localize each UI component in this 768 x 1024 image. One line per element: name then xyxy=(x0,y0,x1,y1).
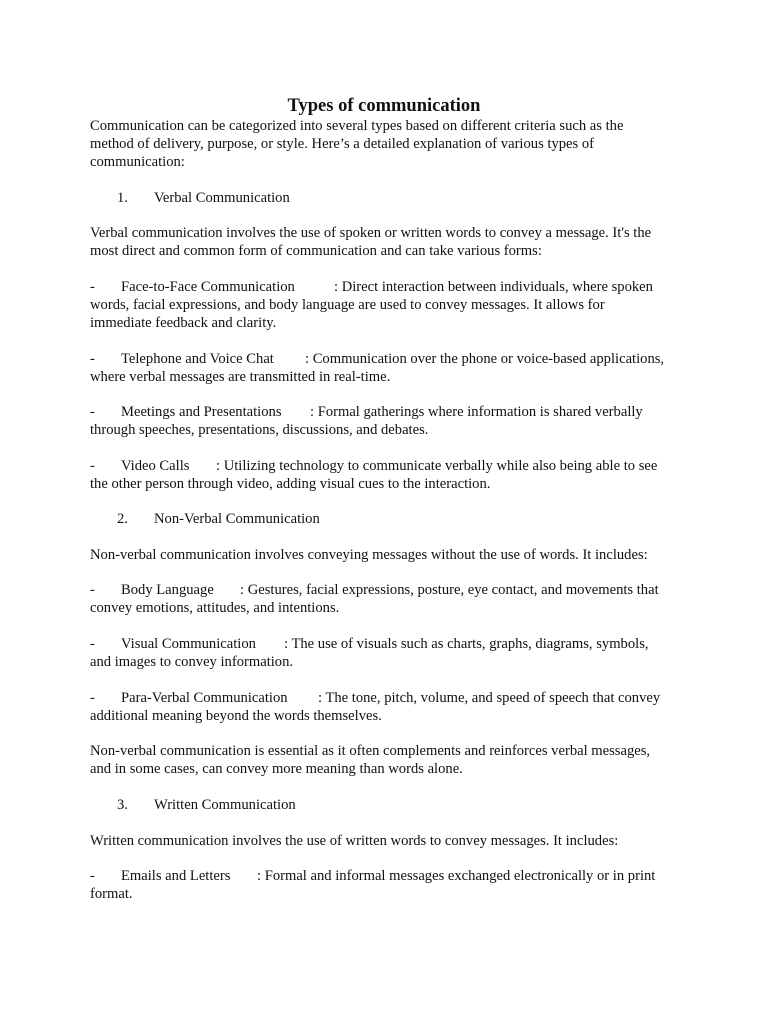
intro-line: method of delivery, purpose, or style. Here’s a detailed explanation of various types of xyxy=(90,136,595,152)
item-term: Face-to-Face Communication xyxy=(121,279,295,295)
item-term: Para-Verbal Communication xyxy=(121,690,288,706)
item-line: format. xyxy=(90,886,133,902)
description-line: Non-verbal communication involves conveying messages without the use of words. It includes: xyxy=(90,547,648,563)
bullet-dash: - xyxy=(90,868,95,884)
document-title: Types of communication xyxy=(287,96,481,116)
bullet-dash: - xyxy=(90,351,95,367)
closing-line: Non-verbal communication is essential as it often complements and reinforces verbal messages, xyxy=(90,743,651,759)
bullet-dash: - xyxy=(90,636,95,652)
description-line: Verbal communication involves the use of spoken or written words to convey a message. It's the xyxy=(90,225,652,241)
bullet-dash: - xyxy=(90,279,95,295)
section-heading-written: Written Communication xyxy=(154,797,296,813)
item-continuation xyxy=(90,475,490,493)
item-line: through speeches, presentations, discussions, and debates. xyxy=(90,422,429,438)
item-line: convey emotions, attitudes, and intentions. xyxy=(90,600,340,616)
section-number: 1. xyxy=(117,190,128,206)
section-description xyxy=(90,832,618,850)
item-line: and images to convey information. xyxy=(90,654,294,670)
description-line: most direct and common form of communication and can take various forms: xyxy=(90,243,542,259)
item-text: : Utilizing technology to communicate verbally while also being able to see xyxy=(216,458,658,474)
item-text: : Communication over the phone or voice-based applications, xyxy=(305,351,665,367)
intro-line: communication: xyxy=(90,154,185,170)
item-line: additional meaning beyond the words themselves. xyxy=(90,708,382,724)
description-line: Written communication involves the use of written words to convey messages. It includes: xyxy=(90,833,619,849)
item-continuation xyxy=(90,368,390,386)
item-text: : Gestures, facial expressions, posture, eye contact, and movements that xyxy=(240,582,659,598)
item-continuation xyxy=(90,599,339,617)
bullet-dash: - xyxy=(90,458,95,474)
section-heading-nonverbal: Non-Verbal Communication xyxy=(154,511,320,527)
item-term: Meetings and Presentations xyxy=(121,404,282,420)
item-continuation xyxy=(90,885,133,903)
closing-line: and in some cases, can convey more meaning than words alone. xyxy=(90,761,463,777)
section-description xyxy=(90,546,648,564)
item-term: Telephone and Voice Chat xyxy=(121,351,274,367)
item-term: Video Calls xyxy=(121,458,190,474)
item-text: : Formal and informal messages exchanged electronically or in print xyxy=(257,868,656,884)
item-term: Body Language xyxy=(121,582,214,598)
item-continuation xyxy=(90,653,293,671)
item-line: where verbal messages are transmitted in real-time. xyxy=(90,369,391,385)
item-line: words, facial expressions, and body language are used to convey messages. It allows for xyxy=(90,297,605,313)
item-continuation xyxy=(90,296,605,332)
item-line: immediate feedback and clarity. xyxy=(90,315,277,331)
bullet-dash: - xyxy=(90,404,95,420)
item-line: the other person through video, adding visual cues to the interaction. xyxy=(90,476,491,492)
bullet-dash: - xyxy=(90,582,95,598)
item-text: : Formal gatherings where information is shared verbally xyxy=(310,404,643,420)
section-description xyxy=(90,224,651,260)
item-continuation xyxy=(90,421,428,439)
item-term: Visual Communication xyxy=(121,636,256,652)
section-number: 2. xyxy=(117,511,128,527)
section-heading-verbal: Verbal Communication xyxy=(154,190,290,206)
section-number: 3. xyxy=(117,797,128,813)
item-term: Emails and Letters xyxy=(121,868,231,884)
closing-paragraph xyxy=(90,742,650,778)
item-text: : The use of visuals such as charts, graphs, diagrams, symbols, xyxy=(284,636,649,652)
item-text: : Direct interaction between individuals, where spoken xyxy=(334,279,653,295)
intro-line: Communication can be categorized into several types based on different criteria such as the xyxy=(90,118,624,134)
item-continuation xyxy=(90,707,382,725)
bullet-dash: - xyxy=(90,690,95,706)
intro-paragraph xyxy=(90,117,623,171)
item-text: : The tone, pitch, volume, and speed of speech that convey xyxy=(318,690,661,706)
